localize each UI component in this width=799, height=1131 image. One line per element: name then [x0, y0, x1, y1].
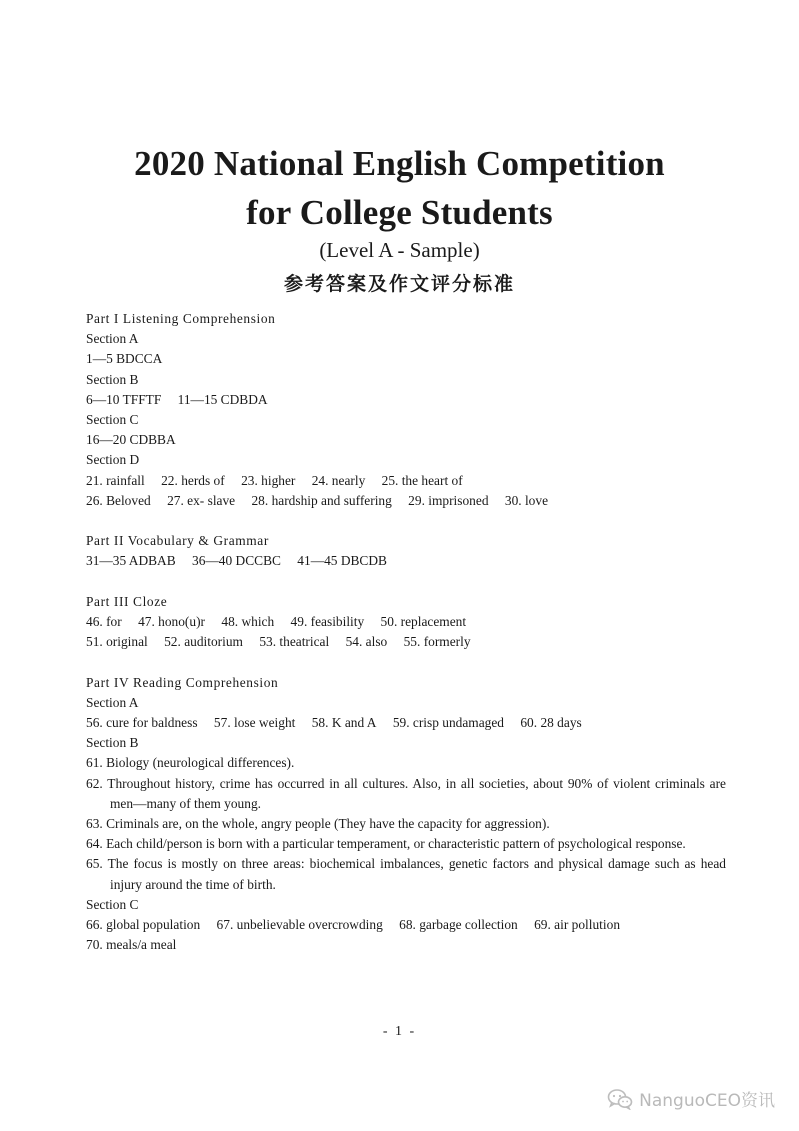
part4-section-c-row	[86, 915, 726, 935]
answer-group: 36—40 DCCBC	[192, 553, 281, 569]
part1-heading: Part I Listening Comprehension	[86, 311, 276, 326]
answer-item: 55. formerly	[403, 634, 471, 650]
answer-item: 27. ex- slave	[167, 492, 236, 508]
answer-item: 48. which	[221, 614, 275, 630]
answer-item: 57. lose weight	[213, 715, 296, 731]
answer-item: 68. garbage collection	[399, 917, 518, 933]
spacer	[86, 572, 726, 592]
watermark	[607, 1086, 775, 1111]
answer-64: 64. Each child/person is born with a particular temperament, or characteristic pattern of psychological response.	[86, 836, 686, 852]
answer-group: 31—35 ADBAB	[86, 553, 176, 569]
part1-section-c-answers: 16—20 CDBBA	[86, 432, 176, 448]
spacer	[86, 511, 726, 531]
document-subtitle: (Level A - Sample)	[319, 238, 480, 262]
answer-item: 26. Beloved	[86, 492, 151, 508]
answer-item: 24. nearly	[311, 472, 366, 488]
answer-item: 67. unbelievable overcrowding	[216, 917, 383, 933]
part4-section-a: Section A	[86, 694, 139, 710]
answer-item: 28. hardship and suffering	[251, 492, 392, 508]
part4-section-c: Section C	[86, 896, 139, 912]
document-title-line1: 2020 National English Competition	[134, 144, 665, 183]
answer-item: 50. replacement	[380, 614, 467, 630]
answer-item: 22. herds of	[161, 472, 225, 488]
answer-item: 53. theatrical	[259, 634, 330, 650]
answer-item: 58. K and A	[311, 715, 377, 731]
part1-section-a-answers: 1—5 BDCCA	[86, 351, 163, 367]
answer-key	[86, 309, 726, 955]
answer-item: 30. love	[504, 492, 549, 508]
part1-section-b: Section B	[86, 371, 139, 387]
part1-section-d-row1	[86, 471, 726, 491]
answer-item: 52. auditorium	[164, 634, 243, 650]
part1-section-c: Section C	[86, 412, 139, 428]
wechat-icon	[607, 1088, 633, 1110]
part1-section-d-row2	[86, 491, 726, 511]
answer-65: 65. The focus is mostly on three areas: biochemical imbalances, genetic factors and physical damage such as head injury around the time of birth.	[86, 856, 726, 892]
page-number: - 1 -	[382, 1024, 417, 1039]
part2-heading: Part II Vocabulary & Grammar	[86, 533, 269, 549]
answer-item: 60. 28 days	[520, 715, 582, 731]
answer-item: 29. imprisoned	[408, 492, 489, 508]
part4-heading: Part IV Reading Comprehension	[86, 674, 279, 690]
answer-61: 61. Biology (neurological differences).	[86, 755, 295, 771]
answer-item: 25. the heart of	[381, 472, 463, 488]
part3-row2	[86, 632, 726, 652]
part3-row1	[86, 612, 726, 632]
part4-section-b: Section B	[86, 735, 139, 751]
answer-item: 23. higher	[241, 472, 296, 488]
answer-62: 62. Throughout history, crime has occurred in all cultures. Also, in all societies, about 90% of violent criminals are men—many of them young.	[86, 775, 726, 811]
answer-item: 54. also	[345, 634, 388, 650]
part1-section-d: Section D	[86, 452, 140, 468]
part4-section-a-row	[86, 713, 726, 733]
part1-section-a: Section A	[86, 331, 139, 347]
answer-item: 51. original	[86, 634, 148, 650]
answer-item: 56. cure for baldness	[86, 715, 198, 731]
spacer	[86, 652, 726, 672]
answer-70: 70. meals/a meal	[86, 937, 177, 953]
answer-item: 47. hono(u)r	[138, 614, 206, 630]
part3-heading: Part III Cloze	[86, 593, 168, 609]
answer-63: 63. Criminals are, on the whole, angry people (They have the capacity for aggression).	[86, 816, 550, 832]
answer-item: 21. rainfall	[86, 472, 145, 488]
answer-item: 69. air pollution	[534, 917, 621, 933]
answer-group: 41—45 DBCDB	[297, 553, 387, 569]
answer-item: 46. for	[86, 614, 122, 630]
answer-item: 66. global population	[86, 917, 201, 933]
chinese-title: 参考答案及作文评分标准	[283, 273, 515, 295]
document-title-line2: for College Students	[246, 193, 553, 232]
answer-item: 59. crisp undamaged	[392, 715, 504, 731]
answer-group: 11—15 CDBDA	[177, 391, 268, 407]
answer-group: 6—10 TFFTF	[86, 391, 162, 407]
watermark-text: NanguoCEO资讯	[639, 1091, 775, 1111]
part1-section-b-answers	[86, 390, 726, 410]
answer-item: 49. feasibility	[290, 614, 365, 630]
part2-answers	[86, 551, 726, 571]
